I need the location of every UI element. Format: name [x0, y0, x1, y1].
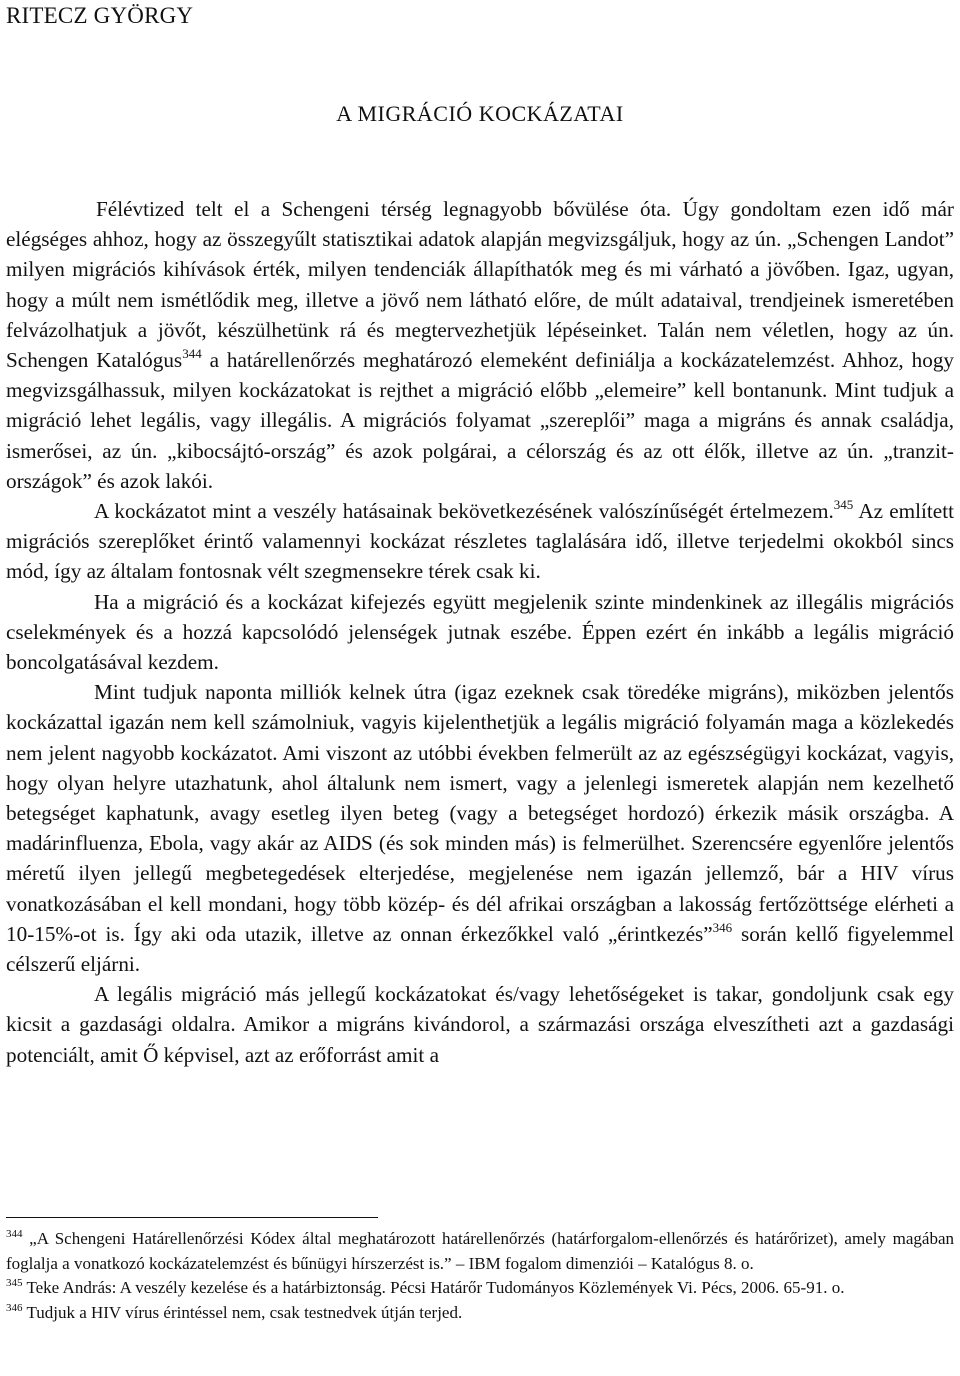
- paragraph-2-text-a: A kockázatot mint a veszély hatásainak bekövetkezésének valószínűségét értelmezem.: [94, 499, 834, 524]
- paragraph-2: [6, 496, 954, 587]
- footnote-346: [6, 1301, 954, 1326]
- footnote-ref-346[interactable]: 346: [712, 919, 733, 935]
- footnote-number: 345: [6, 1277, 23, 1289]
- article-title: A MIGRÁCIÓ KOCKÁZATAI: [336, 101, 624, 126]
- paragraph-4-text-a: Mint tudjuk naponta milliók kelnek útra (igaz ezeknek csak töredéke migráns), miközben jelentős kockázattal igazán nem kell számolniuk, vagyis kijelenthetjük a legális migráció folyamán maga a közlekedés nem jelent nagyobb kockázatot. Ami viszont az utóbbi években felmerült az az egészségügyi kockázat, vagyis, hogy olyan helyre utazhatunk, ahol általunk nem ismert, vagy a jelenlegi ismeretek alapján nem kezelhető betegséget kaphatunk, avagy esetleg ilyen beteg (vagy a betegséget hordozó) érkezik másik országba. A madárinfluenza, Ebola, vagy akár az AIDS (és sok minden más) is felmerülhet. Szerencsére egyenlőre jelentős méretű ilyen jellegű megbetegedések elterjedése, megjelenése nem igazán jellemző, bár a HIV vírus vonatkozásában el kell mondani, hogy több közép- és dél afrikai országban a lakosság fertőzöttsége elérheti a 10-15%-ot is. Így aki oda utazik, illetve az onnan érkezőkkel való „érintkezés”: [6, 680, 954, 946]
- paragraph-4: [6, 677, 954, 979]
- paragraph-1-text-b: a határellenőrzés meghatározó elemeként definiálja a kockázatelemzést. Ahhoz, hogy megvizsgálhassuk, milyen kockázatokat is rejthet a migráció előbb „elemeire” kell bontanunk. Mint tudjuk a migráció lehet legális, vagy illegális. A migrációs folyamat „szereplői” maga a migráns és annak családja, ismerősei, az ún. „kibocsájtó-ország” és azok polgárai, a célország és az ott élők, illetve az ún. „tranzit-országok” és azok lakói.: [6, 348, 955, 493]
- paragraph-1: [6, 194, 954, 496]
- paragraph-4-text-b: során kellő figyelemmel célszerű eljárni.: [6, 921, 954, 977]
- footnote-345: [6, 1276, 954, 1301]
- footnote-ref-344[interactable]: 344: [182, 346, 202, 362]
- footnote-number: 346: [6, 1301, 23, 1314]
- footnote-text: Tudjuk a HIV vírus érintéssel nem, csak testnedvek útján terjed.: [22, 1302, 463, 1322]
- paragraph-5: A legális migráció más jellegű kockázatokat és/vagy lehetőségeket is takar, gondoljunk csak egy kicsit a gazdasági oldalra. Amikor a migráns kivándorol, a származási országa elveszítheti azt a gazdasági potenciált, amit Ő képvisel, azt az erőforrást amit a: [6, 982, 954, 1067]
- footnote-ref-345[interactable]: 345: [833, 497, 854, 513]
- author-name: RITECZ GYÖRGY: [6, 3, 194, 28]
- footnote-text: „A Schengeni Határellenőrzési Kódex által meghatározott határellenőrzés (határforgalom-ellenőrzés és határőrizet), amely magában foglalja a vonatkozó kockázatelemzést és bűnügyi hírszerzést is.” – IBM fogalom dimenziói – Katalógus 8. o.: [6, 1229, 954, 1273]
- paragraph-2-text-b: Az említett migrációs szereplőket érintő valamennyi kockázat részletes taglalására idő, illetve terjedelmi okokból sincs mód, így az általam fontosnak vélt szegmensekre térek csak ki.: [6, 499, 954, 584]
- paragraph-1-text-a: Félévtized telt el a Schengeni térség legnagyobb bővülése óta. Úgy gondoltam ezen idő már elégséges ahhoz, hogy az összegyűlt statisztikai adatok alapján megvizsgáljuk, hogy az ún. „Schengen Landot” milyen migrációs kihívások érték, milyen tendenciák állapíthatók meg és mi várható a jövőben. Igaz, ugyan, hogy a múlt nem ismétlődik meg, illetve a jövő nem látható előre, de múlt adataival, trendjeinek ismeretében felvázolhatjuk a jövőt, készülhetünk rá és megtervezhetjük lépéseinket. Talán nem véletlen, hogy az ún. Schengen Katalógus: [6, 197, 954, 373]
- footnotes: [6, 1227, 954, 1325]
- paragraph-3: Ha a migráció és a kockázat kifejezés együtt megjelenik szinte mindenkinek az illegális migrációs cselekmények és a hozzá kapcsolódó jelenségek jutnak eszébe. Éppen ezért én inkább a legális migráció boncolgatásával kezdem.: [6, 589, 954, 675]
- footnote-number: 344: [6, 1228, 23, 1240]
- footnote-separator: [6, 1217, 378, 1218]
- article-body: [6, 194, 954, 1070]
- footnote-text: Teke András: A veszély kezelése és a határbiztonság. Pécsi Határőr Tudományos Közlemények Vi. Pécs, 2006. 65-91. o.: [22, 1278, 845, 1297]
- footnote-344: [6, 1227, 954, 1276]
